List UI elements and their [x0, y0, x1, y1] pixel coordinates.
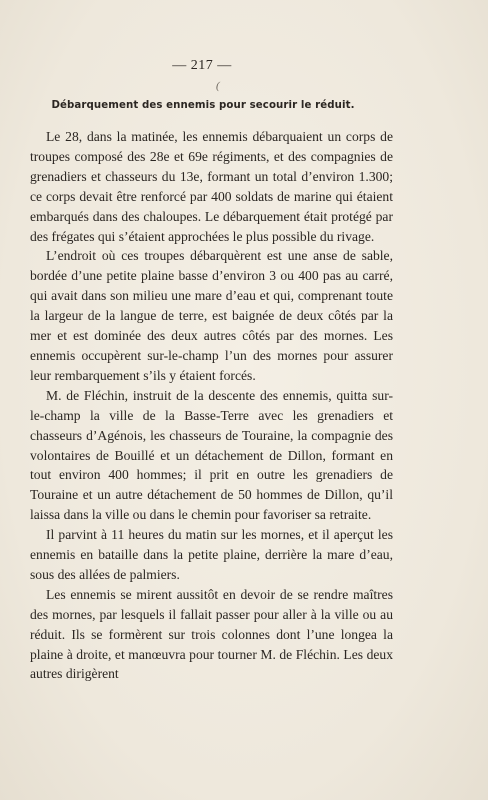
- paragraph-4: Il parvint à 11 heures du matin sur les mornes, et il aperçut les ennemis en bataille dans la petite plaine, derrière la mare d’eau, sous des allées de palmiers.: [30, 527, 393, 582]
- paragraph-2: L’endroit où ces troupes débarquèrent est une anse de sable, bordée d’une petite plaine basse d’environ 3 ou 400 pas au carré, qui avait dans son milieu une mare d’eau et qui, comprenant toute la largeur de la langue de terre, est baignée de deux côtés par la mer et est dominée des deux autres côtés par des mornes. Les ennemis occupèrent sur-le-champ l’un des mornes pour assurer leur rembarquement s’ils y étaient forcés.: [30, 248, 393, 383]
- body-text: [30, 127, 393, 684]
- paragraph-3: M. de Fléchin, instruit de la descente des ennemis, quitta sur-le-champ la ville de la Basse-Terre avec les grenadiers et chasseurs d’Agénois, les chasseurs de Touraine, la compagnie des volontaires de Bouillé et un détachement de Dillon, formant en tout environ 400 hommes; il prit en outre les grenadiers de Touraine et un autre détachement de 50 hommes de Dillon, qu’il laissa dans la ville ou dans le chemin pour favoriser sa retraite.: [30, 387, 393, 523]
- paragraph-1: Le 28, dans la matinée, les ennemis débarquaient un corps de troupes composé des 28e et 69e régiments, et des compagnies de grenadiers et chasseurs du 13e, formant un total d’environ 1.300; ce corps devait être renforcé par 400 soldats de marine qui étaient embarqués dans des chaloupes. Le débarquement était protégé par des frégates qui s’étaient approchées le plus possible du rivage.: [30, 129, 393, 244]
- stray-mark: (: [216, 80, 220, 92]
- section-heading: Débarquement des ennemis pour secourir le réduit.: [51, 100, 355, 111]
- paragraph-5: Les ennemis se mirent aussitôt en devoir de se rendre maîtres des mornes, par lesquels il fallait passer pour aller à la ville ou au réduit. Ils se formèrent sur trois colonnes dont l’une longea la plaine à droite, et manœuvra pour tourner M. de Fléchin. Les deux autres dirigèrent: [30, 586, 393, 682]
- page-number: — 217 —: [172, 58, 232, 73]
